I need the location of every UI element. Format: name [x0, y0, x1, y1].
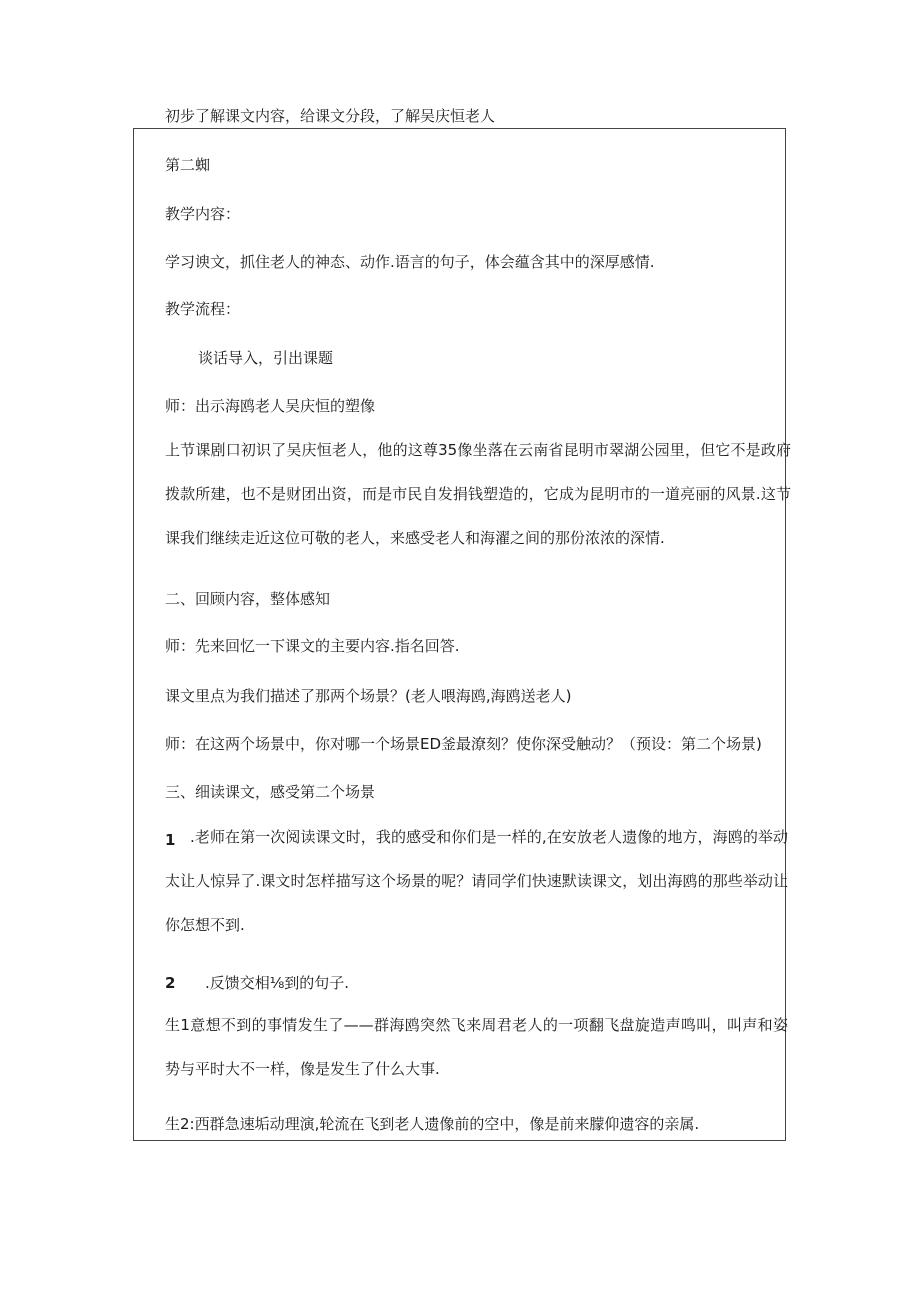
teacher-recall-line: 师：先来回忆一下课文的主要内容.指名回答.: [165, 637, 460, 655]
item1-number: 1: [165, 831, 176, 849]
section-title: 第二蜘: [165, 156, 211, 174]
content-text: 学习谀文，抓住老人的神态、动作.语言的句子，体会蕴含其中的深厚感情.: [165, 253, 655, 271]
step3-heading: 三、细读课文，感受第二个场景: [165, 783, 376, 801]
student1-text: 生1意想不到的事情发生了——群海鸥突然飞来周君老人的一项翻飞盘旋造声鸣叫，叫声和姿势与平时大不一样，像是发生了什么大事.: [165, 1016, 788, 1078]
scene-question: 课文里点为我们描述了那两个场景？(老人喂海鸥,海鸥送老人): [165, 687, 572, 705]
item2-number: 2: [165, 974, 176, 992]
intro-paragraph: 上节课剧口初识了吴庆恒老人，他的这尊35像坐落在云南省昆明市翠湖公园里，但它不是政府拨款所建，也不是财团出资，而是市民自发捐钱塑造的，它成为昆明市的一道亮丽的风景.这节课我们继续走近这位可敬的老人，来感受老人和海濯之间的那份浓浓的深情.: [165, 441, 791, 547]
teacher-question: 师：在这两个场景中，你对哪一个场景ED釜最潦刻？使你深受触动？（预设：第二个场景): [165, 735, 762, 753]
item2-text: .反馈交相⅛到的句子.: [205, 974, 350, 992]
student2-text: 生2:西群急速垢动理演,轮流在飞到老人遗像前的空中，像是前来朦仰遗容的亲属.: [165, 1115, 700, 1133]
item1-text: .老师在第一次阅读课文时，我的感受和你们是一样的,在安放老人遗像的地方，海鸥的举动太让人惊异了.课文时怎样描写这个场景的呢？请同学们快速默读课文，划出海鸥的那些举动让你怎想不到.: [165, 828, 788, 934]
flow-label: 教学流程：: [165, 300, 241, 318]
content-label: 教学内容：: [165, 205, 241, 223]
step2-heading: 二、回顾内容，整体感知: [165, 590, 331, 608]
step1-heading: 谈话导入，引出课题: [198, 349, 334, 367]
intro-line: 初步了解课文内容，给课文分段，了解吴庆恒老人: [165, 107, 496, 125]
teacher-show-line: 师：出示海鸥老人吴庆恒的塑像: [165, 397, 376, 415]
